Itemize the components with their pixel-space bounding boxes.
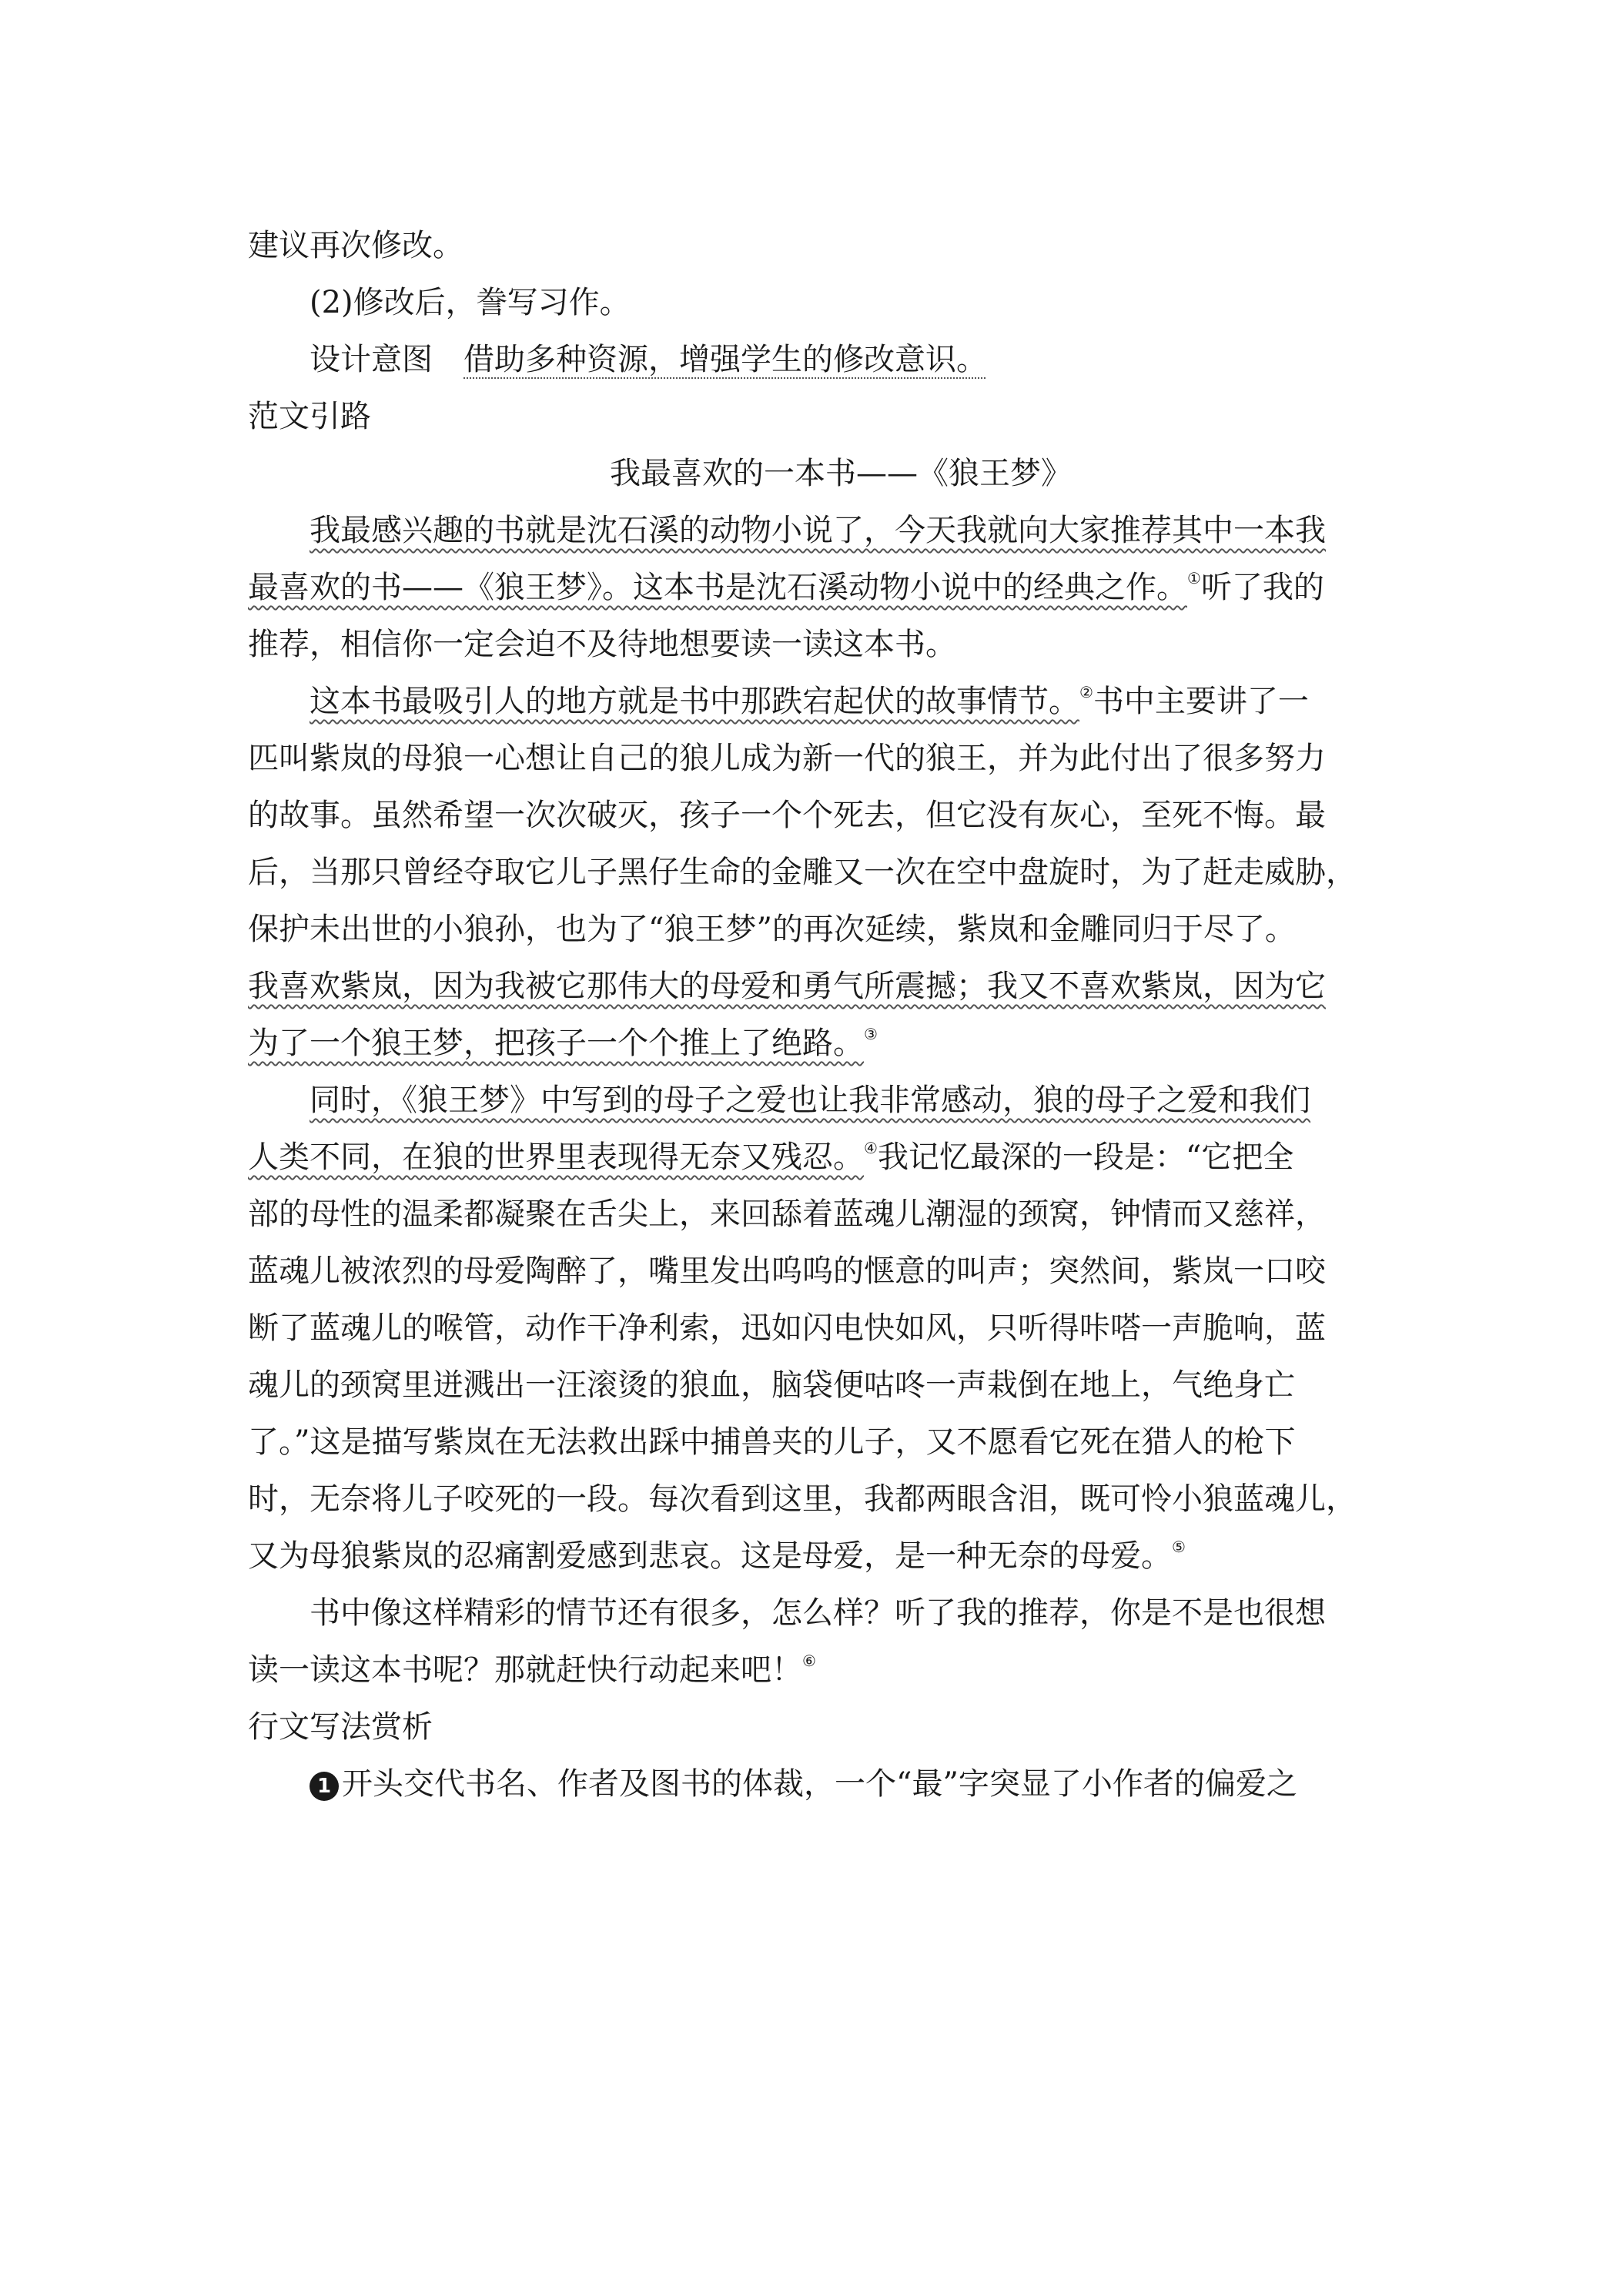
line-text: 听了我的 — [1200, 570, 1324, 605]
text-line — [248, 1414, 1380, 1471]
section-heading — [248, 1699, 1380, 1755]
line-text: 断了蓝魂儿的喉管，动作干净利索，迅如闪电快如风，只听得咔嗒一声脆响，蓝 — [248, 1310, 1326, 1346]
text-line — [248, 559, 1380, 616]
text-line — [248, 1015, 1380, 1072]
text-line — [248, 1186, 1380, 1243]
section-heading-text: 范文引路 — [248, 399, 371, 434]
highlighted-text: 为了一个狼王梦，把孩子一个个推上了绝路。 — [248, 1026, 864, 1061]
text-line — [248, 502, 1380, 559]
highlighted-text: 最喜欢的书——《狼王梦》。这本书是沈石溪动物小说中的经典之作。 — [248, 570, 1187, 605]
line-text: 书中像这样精彩的情节还有很多，怎么样？听了我的推荐，你是不是也很想 — [310, 1595, 1326, 1631]
line-text: 又为母狼紫岚的忍痛割爱感到悲哀。这是母爱，是一种无奈的母爱。 — [248, 1538, 1172, 1574]
text-line — [248, 958, 1380, 1015]
text-line — [248, 1072, 1380, 1129]
line-text: 书中主要讲了一 — [1093, 684, 1309, 719]
text-line — [248, 1471, 1380, 1528]
annotation-mark: ③ — [864, 1025, 878, 1043]
highlighted-text: 我最感兴趣的书就是沈石溪的动物小说了，今天我就向大家推荐其中一本我 — [310, 513, 1326, 548]
text-line — [248, 1357, 1380, 1414]
design-intent-label: 设计意图 — [310, 342, 433, 377]
line-text: 了。”这是描写紫岚在无法救出踩中捕兽夹的儿子，又不愿看它死在猎人的枪下 — [248, 1424, 1296, 1460]
line-text: 魂儿的颈窝里迸溅出一汪滚烫的狼血，脑袋便咕咚一声栽倒在地上，气绝身亡 — [248, 1367, 1295, 1403]
document-page — [248, 217, 1380, 1812]
line-text: 蓝魂儿被浓烈的母爱陶醉了，嘴里发出呜呜的惬意的叫声；突然间，紫岚一口咬 — [248, 1253, 1326, 1289]
annotation-mark: ① — [1187, 569, 1201, 587]
line-text: (2)修改后，誊写习作。 — [310, 285, 631, 320]
section-heading — [248, 388, 1380, 445]
line-text: 的故事。虽然希望一次次破灭，孩子一个个死去，但它没有灰心，至死不悔。最 — [248, 798, 1326, 833]
line-text: 建议再次修改。 — [248, 228, 463, 263]
text-line — [248, 1129, 1380, 1186]
text-line — [248, 673, 1380, 730]
text-line — [248, 616, 1380, 673]
text-line — [248, 1642, 1380, 1699]
essay-title — [248, 445, 1380, 502]
text-line — [248, 1300, 1380, 1357]
highlighted-text: 同时，《狼王梦》中写到的母子之爱也让我非常感动，狼的母子之爱和我们 — [310, 1083, 1310, 1118]
line-text: 后，当那只曾经夺取它儿子黑仔生命的金雕又一次在空中盘旋时，为了赶走威胁， — [248, 855, 1357, 890]
line-text: 时，无奈将儿子咬死的一段。每次看到这里，我都两眼含泪，既可怜小狼蓝魂儿， — [248, 1481, 1357, 1517]
line-text: 推荐，相信你一定会迫不及待地想要读一读这本书。 — [248, 627, 956, 662]
text-line — [248, 844, 1380, 901]
text-line — [248, 217, 1380, 274]
annotation-mark: ④ — [864, 1139, 878, 1157]
line-text: 匹叫紫岚的母狼一心想让自己的狼儿成为新一代的狼王，并为此付出了很多努力 — [248, 741, 1326, 776]
essay-title-text: 我最喜欢的一本书——《狼王梦》 — [610, 456, 1072, 491]
text-line — [248, 1528, 1380, 1585]
annotation-mark: ⑤ — [1172, 1538, 1186, 1556]
text-line — [248, 1585, 1380, 1642]
highlighted-text: 人类不同，在狼的世界里表现得无奈又残忍。 — [248, 1140, 864, 1175]
highlighted-text: 这本书最吸引人的地方就是书中那跌宕起伏的故事情节。 — [310, 684, 1079, 719]
line-text: 读一读这本书呢？那就赶快行动起来吧！ — [248, 1652, 802, 1688]
line-text: 我记忆最深的一段是：“它把全 — [877, 1140, 1294, 1175]
text-line — [248, 787, 1380, 844]
design-intent-text: 借助多种资源，增强学生的修改意识。 — [463, 342, 987, 377]
design-intent-line — [248, 331, 1380, 388]
line-text: 部的母性的温柔都凝聚在舌尖上，来回舔着蓝魂儿潮湿的颈窝，钟情而又慈祥， — [248, 1197, 1326, 1232]
text-line — [248, 730, 1380, 787]
highlighted-text: 我喜欢紫岚，因为我被它那伟大的母爱和勇气所震撼；我又不喜欢紫岚，因为它 — [248, 969, 1326, 1004]
annotation-mark: ② — [1079, 683, 1093, 701]
annotation-mark: ⑥ — [802, 1652, 816, 1670]
line-text: 保护未出世的小狼孙，也为了“狼王梦”的再次延续，紫岚和金雕同归于尽了。 — [248, 912, 1296, 947]
line-text: 开头交代书名、作者及图书的体裁，一个“最”字突显了小作者的偏爱之 — [342, 1766, 1297, 1802]
number-badge-icon: 1 — [310, 1772, 339, 1801]
text-line — [248, 1243, 1380, 1300]
text-line — [248, 1755, 1380, 1812]
text-line — [248, 274, 1380, 331]
text-line — [248, 901, 1380, 958]
section-heading-text: 行文写法赏析 — [248, 1709, 433, 1745]
